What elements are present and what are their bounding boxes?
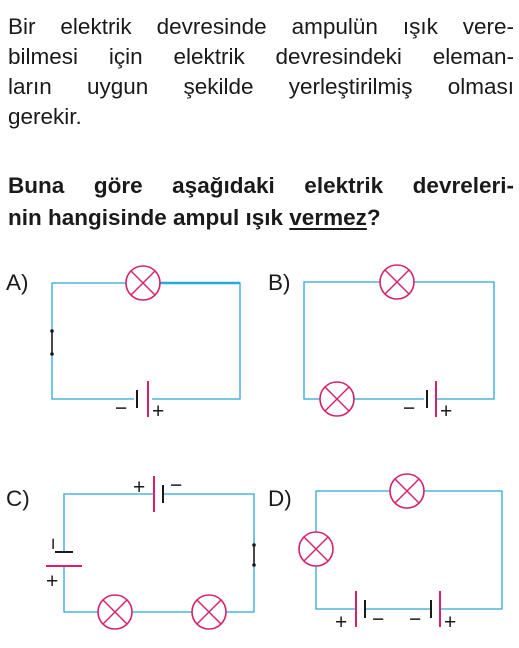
circuit-c-wire-bottom-right — [226, 566, 254, 612]
circuit-b-minus-sign: − — [403, 397, 416, 420]
circuit-d-wire-right — [424, 491, 502, 609]
circuit-c-bulb-right-icon — [192, 595, 226, 629]
circuit-b-wire-right — [414, 282, 494, 399]
circuit-d-left-minus-sign: − — [372, 608, 385, 631]
circuit-a-plus-sign: + — [152, 400, 165, 423]
circuit-d-left-plus-sign: + — [335, 611, 348, 634]
stem-line-2: bilmesi için elektrik devresindeki eleman- — [8, 44, 514, 69]
circuit-d-wire-top-left — [316, 491, 390, 532]
circuit-c-open-switch — [252, 543, 256, 567]
circuit-c-left-battery-icon — [46, 552, 82, 566]
question-line-1: Buna göre aşağıdaki elektrik devreleri- — [8, 173, 514, 198]
stem-line-1: Bir elektrik devresinde ampulün ışık vere- — [8, 14, 514, 39]
circuit-d-left-battery-icon — [356, 591, 365, 627]
option-a-label[interactable]: A) — [6, 270, 29, 295]
circuit-c-top-battery-icon — [154, 476, 163, 512]
stem-line-4: gerekir. — [8, 104, 82, 129]
option-c-label[interactable]: C) — [6, 486, 30, 511]
circuit-b-bulb-bottom-icon — [320, 382, 354, 416]
circuit-b[interactable] — [304, 265, 494, 423]
circuit-a[interactable] — [50, 266, 240, 423]
circuit-c-wire-top-right — [163, 494, 254, 544]
circuit-a-bulb-icon — [126, 266, 160, 300]
circuit-a-minus-sign: − — [115, 397, 128, 420]
circuit-a-battery-icon — [137, 381, 148, 417]
circuit-d[interactable] — [299, 474, 502, 634]
circuit-b-wire-left — [304, 282, 380, 399]
question-line-2-prefix: nin hangisinde ampul ışık — [8, 205, 290, 230]
circuit-c-wire-bottom-left — [64, 566, 98, 612]
circuit-c-top-plus-sign: + — [133, 476, 146, 499]
circuit-a-wire-right — [152, 283, 240, 399]
option-b-label[interactable]: B) — [268, 270, 291, 295]
circuit-d-right-battery-icon — [431, 591, 440, 627]
circuit-a-wire-bottom-left — [52, 355, 134, 399]
circuit-c-bulb-left-icon — [98, 595, 132, 629]
circuit-c[interactable] — [42, 474, 256, 629]
circuit-c-wire-top-left — [64, 494, 154, 552]
option-d-label[interactable]: D) — [268, 486, 292, 511]
circuit-b-bulb-top-icon — [380, 265, 414, 299]
underlined-keyword: vermez — [289, 205, 367, 230]
circuit-d-right-minus-sign: − — [409, 608, 422, 631]
circuit-b-battery-icon — [427, 381, 436, 417]
circuit-c-left-plus-sign: + — [46, 570, 59, 593]
circuit-c-left-minus-sign: − — [42, 537, 65, 550]
question-line-2-suffix: ? — [366, 205, 381, 230]
circuit-c-top-minus-sign: − — [170, 474, 183, 497]
circuit-d-wire-bottom-left — [316, 566, 356, 609]
circuit-d-bulb-top-icon — [390, 474, 424, 508]
circuit-a-open-switch — [50, 329, 54, 356]
circuit-d-bulb-left-icon — [299, 532, 333, 566]
stem-line-3: ların uygun şekilde yerleştirilmiş olması — [8, 74, 514, 99]
circuit-a-wire-left — [52, 283, 126, 330]
circuit-b-plus-sign: + — [440, 400, 453, 423]
circuit-d-right-plus-sign: + — [444, 611, 457, 634]
